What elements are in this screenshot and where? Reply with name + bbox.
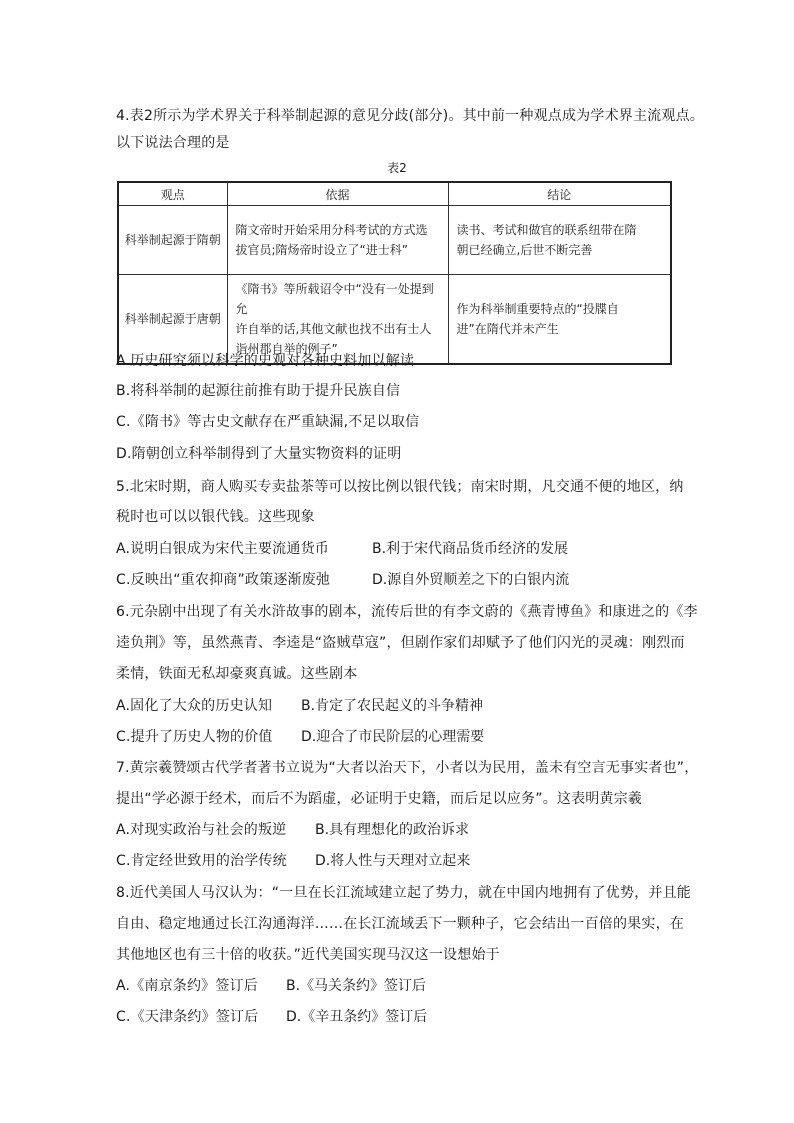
q6-option-d[interactable]: D.迎合了市民阶层的心理需要	[301, 729, 485, 745]
q6-option-b[interactable]: B.肯定了农民起义的斗争精神	[301, 698, 484, 714]
row2-basis-line: 诣州郡自举的例子”	[235, 342, 338, 356]
viewpoint-table	[117, 181, 672, 365]
q4-option-b[interactable]: B.将科举制的起源往前推有助于提升民族自信	[116, 383, 401, 399]
q7-option-c[interactable]: C.肯定经世致用的治学传统	[116, 853, 287, 869]
row1-view: 科举制起源于隋朝	[118, 206, 227, 275]
q5-option-b[interactable]: B.利于宋代商品货币经济的发展	[372, 541, 569, 557]
q6-option-c[interactable]: C.提升了历史人物的价值	[116, 729, 273, 745]
q7-option-b[interactable]: B.具有理想化的政治诉求	[315, 822, 470, 838]
q8-option-c[interactable]: C.《天津条约》签订后	[116, 1009, 259, 1025]
q7-option-d[interactable]: D.将人性与天理对立起来	[315, 853, 471, 869]
q6-option-a[interactable]: A.固化了大众的历史认知	[116, 698, 273, 714]
table-header-row	[118, 182, 671, 206]
row1-basis	[227, 206, 448, 275]
row2-conclusion-line: 作为科举制重要特点的“投牒自	[456, 302, 619, 316]
row1-conclusion-line: 读书、考试和做官的联系纽带在隋	[456, 223, 637, 237]
q4-option-c[interactable]: C.《隋书》等古史文献存在严重缺漏,不足以取信	[116, 414, 420, 430]
row2-conclusion	[448, 275, 671, 365]
q8-stem-line-1: 8.近代美国人马汉认为：“一旦在长江流域建立起了势力，就在中国内地拥有了优势，并且能	[116, 885, 692, 901]
q5-stem-line-1: 5.北宋时期，商人购买专卖盐茶等可以按比例以银代钱；南宋时期，凡交通不便的地区，纳	[116, 479, 684, 495]
q7-stem-line-1: 7.黄宗羲赞颂古代学者著书立说为“大者以治天下，小者以为民用，盖未有空言无事实者也”，	[116, 760, 699, 776]
row1-conclusion	[448, 206, 671, 275]
q7-stem-line-2: 提出“学必源于经术，而后不为蹈虚，必证明于史籍，而后足以应务”。这表明黄宗羲	[116, 791, 643, 807]
row2-view: 科举制起源于唐朝	[118, 275, 227, 365]
q5-stem-line-2: 税时也可以以银代钱。这些现象	[116, 509, 315, 525]
row1-conclusion-line: 朝已经确立,后世不断完善	[456, 243, 593, 257]
row1-basis-line: 拔官员;隋炀帝时设立了“进士科”	[235, 243, 408, 257]
q8-option-d[interactable]: D.《辛丑条约》签订后	[286, 1009, 428, 1025]
q8-option-a[interactable]: A.《南京条约》签订后	[116, 978, 258, 994]
q6-stem-line-2: 逵负荆》等，虽然燕青、李逵是“盗贼草寇”，但剧作家们却赋予了他们闪光的灵魂：刚烈而	[116, 635, 685, 651]
q5-option-a[interactable]: A.说明白银成为宋代主要流通货币	[116, 541, 329, 557]
q8-option-b[interactable]: B.《马关条约》签订后	[286, 978, 427, 994]
q8-stem-line-2: 自由、稳定地通过长江沟通海洋……在长江流域丢下一颗种子，它会结出一百倍的果实，在	[116, 916, 684, 932]
q5-option-c[interactable]: C.反映出“重农抑商”政策逐渐废弛	[116, 572, 331, 588]
header-conclusion: 结论	[448, 182, 671, 206]
table-caption: 表2	[387, 161, 407, 175]
row2-conclusion-line: 进”在隋代并未产生	[456, 322, 559, 336]
q7-option-a[interactable]: A.对现实政治与社会的叛逆	[116, 822, 287, 838]
header-view: 观点	[118, 182, 227, 206]
row2-basis-line: 许自举的话,其他文献也找不出有士人	[235, 322, 432, 336]
q4-stem-line-1: 4.表2所示为学术界关于科举制起源的意见分歧(部分)。其中前一种观点成为学术界主流观点。	[116, 108, 704, 124]
q6-stem-line-1: 6.元杂剧中出现了有关水浒故事的剧本，流传后世的有李文蔚的《燕青博鱼》和康进之的《李	[116, 604, 698, 620]
header-basis: 依据	[227, 182, 448, 206]
row1-basis-line: 隋文帝时开始采用分科考试的方式选	[235, 223, 428, 237]
row2-basis-line: 《隋书》等所载诏令中“没有一处提到允	[235, 282, 434, 316]
q4-option-a[interactable]: A.历史研究须以科学的史观对各种史料加以解读	[116, 353, 415, 369]
q6-stem-line-3: 柔情，铁面无私却豪爽真诚。这些剧本	[116, 666, 358, 682]
q4-stem-line-2: 以下说法合理的是	[116, 135, 230, 151]
q8-stem-line-3: 其他地区也有三十倍的收获。”近代美国实现马汉这一设想始于	[116, 947, 500, 963]
q4-option-d[interactable]: D.隋朝创立科举制得到了大量实物资料的证明	[116, 446, 402, 462]
table-row	[118, 206, 671, 275]
q5-option-d[interactable]: D.源自外贸顺差之下的白银内流	[372, 572, 570, 588]
